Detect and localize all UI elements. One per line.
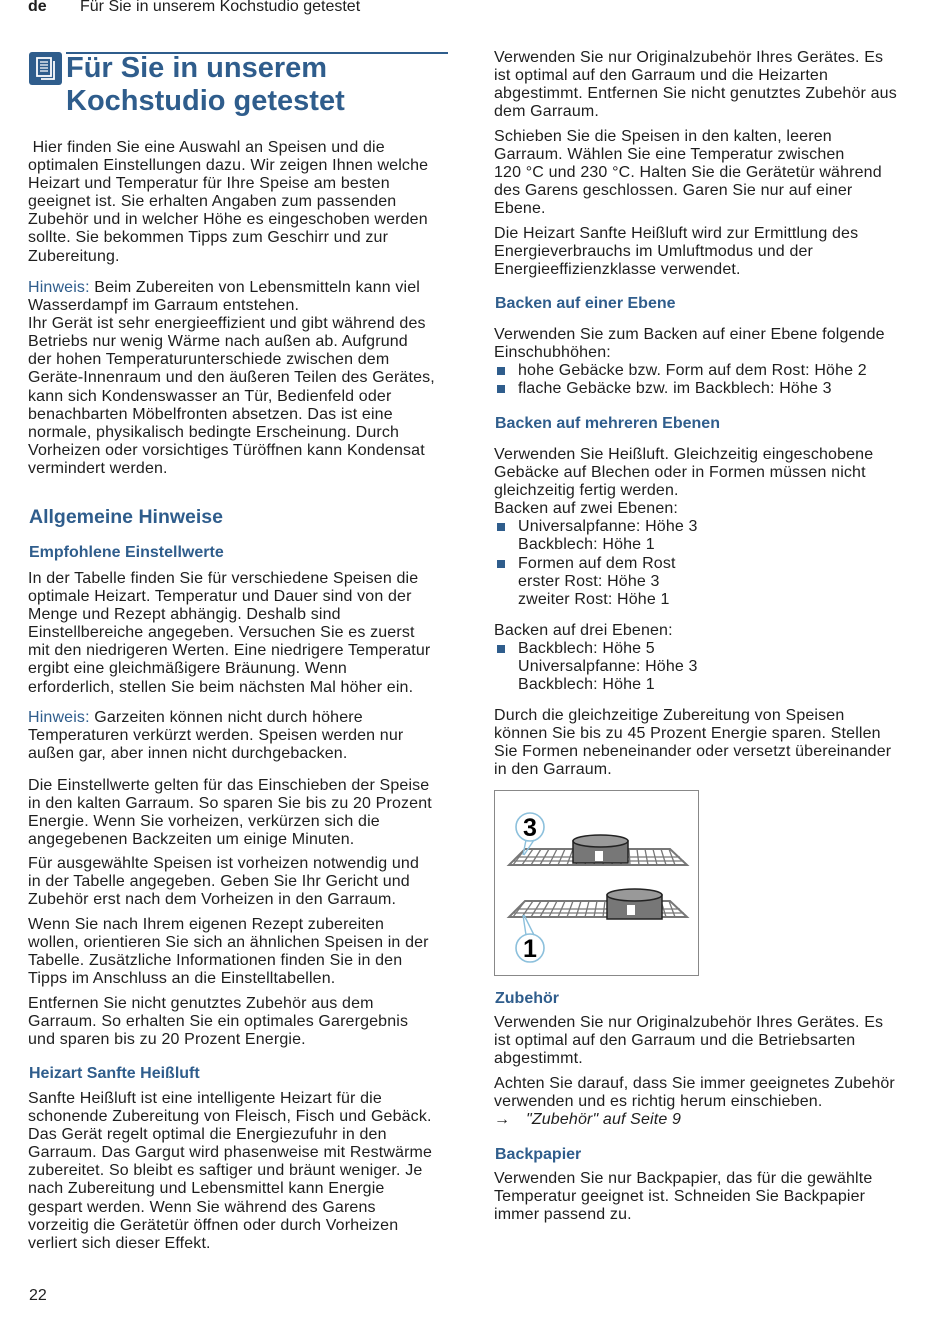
running-header xyxy=(28,0,361,16)
intro-paragraph: Hier finden Sie eine Auswahl an Speisen und die optimalen Einstellungen dazu. Wir zeigen Ihnen welche Heizart und Temperatur für Ihre Speise am besten geeignet ist. Sie erhalten Angaben zum passenden Zubehör und in welcher Höhe es eingeschoben werden sollte. Sie bekommen Tipps zum Geschirr und zur Zubereitung. xyxy=(28,139,429,265)
own-recipe-paragraph: Wenn Sie nach Ihrem eigenen Rezept zubereiten wollen, orientieren Sie sich an ähnlichen Speisen in der Tabelle. Zusätzliche Informationen finden Sie in den Tipps im Anschluss an die Einstelltabellen. xyxy=(28,916,429,988)
list-item xyxy=(518,362,867,380)
bullet-icon xyxy=(497,523,505,531)
list-item-text: Universalpfanne: Höhe 3 Backblech: Höhe 1 xyxy=(518,518,698,554)
note-text: Garzeiten können nicht durch höhere Temperaturen verkürzt werden. Speisen werden nur außen gar, aber innen nicht durchgebacken. xyxy=(28,709,404,763)
accessories-paragraph: Verwenden Sie nur Originalzubehör Ihres Gerätes. Es ist optimal auf den Garraum und die Betriebsarten abgestimmt. xyxy=(494,1014,884,1068)
link-text[interactable]: "Zubehör" auf Seite 9 xyxy=(526,1111,682,1128)
accessory-paragraph: Verwenden Sie nur Originalzubehör Ihres Gerätes. Es ist optimal auf den Garraum und die Heizarten abgestimmt. Entfernen Sie nicht genutztes Zubehör aus dem Garraum. xyxy=(494,49,897,121)
baking-paper-paragraph: Verwenden Sie nur Backpapier, das für die gewählte Temperatur geeignet ist. Schneiden Sie Backpapier immer passend zu. xyxy=(494,1170,873,1224)
subheading-multi-level: Backen auf mehreren Ebenen xyxy=(495,415,720,432)
preheat-paragraph: Für ausgewählte Speisen ist vorheizen notwendig und in der Tabelle angegeben. Geben Sie Ihr Gericht und Zubehör erst nach dem Vorheizen in den Garraum. xyxy=(28,855,420,909)
subheading-baking-paper: Backpapier xyxy=(495,1146,582,1163)
accessories-link[interactable] xyxy=(494,1111,681,1129)
level-number: 3 xyxy=(523,814,537,842)
heating-mode-paragraph: Sanfte Heißluft ist eine intelligente Heizart für die schonende Zubereitung von Fleisch, Fisch und Gebäck. Das Gerät regelt optimal die Energiezufuhr in den Garraum. Das Gargut wird phasenweise mit Restwärme zubereitet. So bleibt es saftiger und bräunt weniger. Je nach Zubereitung und Lebensmittel kann Energie gespart werden. Wenn Sie während des Garens vorzeitig die Gerätetür öffnen oder durch Vorheizen verliert sich dieser Effekt. xyxy=(28,1090,433,1252)
cold-oven-paragraph-2: Schieben Sie die Speisen in den kalten, leeren Garraum. Wählen Sie eine Temperatur zwischen 120 °C und 230 °C. Halten Sie die Gerätetür während des Garens geschlossen. Garen Sie nur auf einer Ebene. xyxy=(494,128,882,218)
subheading-heating-mode: Heizart Sanfte Heißluft xyxy=(29,1065,200,1082)
document-icon xyxy=(29,52,62,85)
list-item-text: Formen auf dem Rost erster Rost: Höhe 3 zweiter Rost: Höhe 1 xyxy=(518,555,676,609)
title-line-1: Für Sie in unserem xyxy=(66,52,328,84)
springform-pan-top xyxy=(573,835,628,863)
list-item xyxy=(518,555,676,609)
list-item-text: hohe Gebäcke bzw. Form auf dem Rost: Höhe 2 xyxy=(518,362,867,379)
bullet-icon xyxy=(497,560,505,568)
list-item-text: flache Gebäcke bzw. im Backblech: Höhe 3 xyxy=(518,380,832,397)
cold-oven-paragraph: Die Einstellwerte gelten für das Einschieben der Speise in den kalten Garraum. So sparen Sie bis zu 20 Prozent Energie. Wenn Sie vorheizen, verkürzen sich die angegebenen Backzeiten um einige Minuten. xyxy=(28,777,432,849)
settings-paragraph: In der Tabelle finden Sie für verschiedene Speisen die optimale Heizart. Temperatur und Dauer sind von der Menge und Rezept abhängig. Deshalb sind Einstellbereiche angegeben. Versuchen Sie es zuerst mit den niedrigeren Werten. Eine niedrigere Temperatur ergibt eine gleichmäßigere Bräunung. Wenn erforderlich, stellen Sie beim nächsten Mal höher ein. xyxy=(28,570,431,696)
list-item xyxy=(518,380,832,398)
page-title xyxy=(66,52,345,118)
subheading-settings: Empfohlene Einstellwerte xyxy=(29,544,224,561)
title-line-2: Kochstudio getestet xyxy=(66,85,345,117)
note-condensation xyxy=(28,279,435,478)
bullet-icon xyxy=(497,367,505,375)
multi-level-paragraph: Verwenden Sie Heißluft. Gleichzeitig eingeschobene Gebäcke auf Blechen oder in Formen müssen nicht gleichzeitig fertig werden. Backen auf zwei Ebenen: xyxy=(494,446,874,518)
energy-class-paragraph: Die Heizart Sanfte Heißluft wird zur Ermittlung des Energieverbrauchs im Umluftmodus und der Energieeffizienzklasse verwendet. xyxy=(494,225,859,279)
energy-saving-paragraph: Durch die gleichzeitige Zubereitung von Speisen können Sie bis zu 45 Prozent Energie sparen. Stellen Sie Formen nebeneinander oder versetzt übereinander in den Garraum. xyxy=(494,707,892,779)
accessories-hint-paragraph: Achten Sie darauf, dass Sie immer geeignetes Zubehör verwenden und es richtig herum einschieben. xyxy=(494,1075,895,1111)
remove-accessories-paragraph: Entfernen Sie nicht genutztes Zubehör aus dem Garraum. So erhalten Sie ein optimales Garergebnis und sparen bis zu 20 Prozent Energie. xyxy=(28,995,409,1049)
language-code: de xyxy=(28,0,47,15)
springform-pan-bottom xyxy=(607,889,662,919)
note-label: Hinweis: xyxy=(28,279,90,296)
page-number: 22 xyxy=(29,1287,47,1304)
level-number: 1 xyxy=(523,935,537,963)
subheading-accessories: Zubehör xyxy=(495,990,559,1007)
note-label: Hinweis: xyxy=(28,709,90,726)
bullet-icon xyxy=(497,645,505,653)
list-item xyxy=(518,640,698,694)
header-title: Für Sie in unserem Kochstudio getestet xyxy=(80,0,361,15)
note-text: Beim Zubereiten von Lebensmitteln kann viel Wasserdampf im Garraum entstehen. Ihr Gerät ist sehr energieeffizient und gibt während des Betriebs nur wenig Wärme nach außen ab. Aufgrund der hohen Temperaturunterschiede zwischen dem Geräte-Innenraum und den äußeren Teilen des Gerätes, kann sich Kondenswasser an Tür, Bedienfeld oder benachbarten Möbelfronten absetzen. Das ist eine normale, physikalisch bedingte Erscheinung. Durch Vorheizen oder vorsichtiges Türöffnen kann Kondensat vermindert werden. xyxy=(28,279,435,477)
subheading-one-level: Backen auf einer Ebene xyxy=(495,295,676,312)
one-level-paragraph: Verwenden Sie zum Backen auf einer Ebene folgende Einschubhöhen: xyxy=(494,326,885,362)
bullet-icon xyxy=(497,385,505,393)
three-levels-label: Backen auf drei Ebenen: xyxy=(494,622,673,639)
level-marker-1 xyxy=(516,915,544,963)
list-item xyxy=(518,518,698,554)
section-heading: Allgemeine Hinweise xyxy=(29,506,223,528)
list-item-text: Backblech: Höhe 5 Universalpfanne: Höhe 3 Backblech: Höhe 1 xyxy=(518,640,698,694)
arrow-right-icon: → xyxy=(494,1111,511,1128)
note-cooking-times xyxy=(28,709,403,763)
two-level-baking-illustration xyxy=(494,790,699,976)
